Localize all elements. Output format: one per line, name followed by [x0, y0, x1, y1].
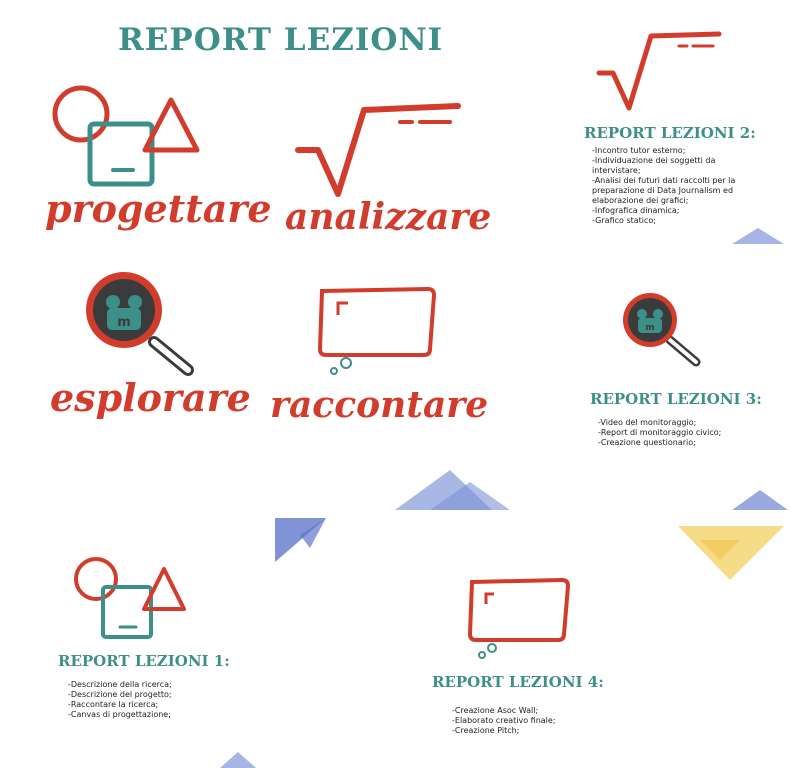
- report-2-title: REPORT LEZIONI 2:: [584, 124, 756, 142]
- report-4-list: [452, 706, 556, 736]
- verb-raccontare: raccontare: [270, 384, 489, 426]
- list-item: -Incontro tutor esterno;: [592, 146, 686, 155]
- square-root-icon: [595, 28, 725, 113]
- shapes-icon: [45, 80, 205, 190]
- report-3-list: [598, 418, 721, 448]
- list-item: -Infografica dinamica;: [592, 206, 680, 215]
- list-item: -Creazione Pitch;: [452, 726, 520, 735]
- speech-bubble-icon: [310, 285, 440, 375]
- report-3-title: REPORT LEZIONI 3:: [590, 390, 762, 408]
- square-root-icon: [290, 90, 470, 200]
- list-item: elaborazione dei grafici;: [592, 196, 689, 205]
- magnifier-icon: [80, 270, 200, 380]
- report-1-list: [68, 680, 172, 720]
- list-item: -Creazione questionario;: [598, 438, 696, 447]
- list-item: -Elaborato creativo finale;: [452, 716, 556, 725]
- list-item: -Grafico statico;: [592, 216, 656, 225]
- list-item: -Report di monitoraggio civico;: [598, 428, 722, 437]
- list-item: -Video del monitoraggio;: [598, 418, 697, 427]
- list-item: intervistare;: [592, 166, 641, 175]
- list-item: -Creazione Asoc Wall;: [452, 706, 539, 715]
- list-item: -Descrizione del progetto;: [68, 690, 172, 699]
- shapes-icon: [70, 555, 190, 645]
- report-2-list: [592, 146, 735, 226]
- page-title: REPORT LEZIONI: [118, 22, 444, 58]
- report-4-title: REPORT LEZIONI 4:: [432, 673, 604, 691]
- verb-esplorare: esplorare: [50, 375, 251, 420]
- verb-progettare: progettare: [45, 186, 272, 231]
- list-item: -Analisi dei futuri dati raccolti per la: [592, 176, 736, 185]
- list-item: -Descrizione della ricerca;: [68, 680, 172, 689]
- report-1-title: REPORT LEZIONI 1:: [58, 652, 230, 670]
- list-item: -Canvas di progettazione;: [68, 710, 171, 719]
- verb-analizzare: analizzare: [285, 196, 492, 238]
- badge-letter: m: [645, 323, 655, 333]
- magnifier-icon: [622, 292, 702, 372]
- badge-letter: m: [117, 315, 131, 330]
- list-item: -Raccontare la ricerca;: [68, 700, 159, 709]
- list-item: preparazione di Data Journalism ed: [592, 186, 734, 195]
- speech-bubble-icon: [462, 578, 572, 660]
- list-item: -Individuazione dei soggetti da: [592, 156, 716, 165]
